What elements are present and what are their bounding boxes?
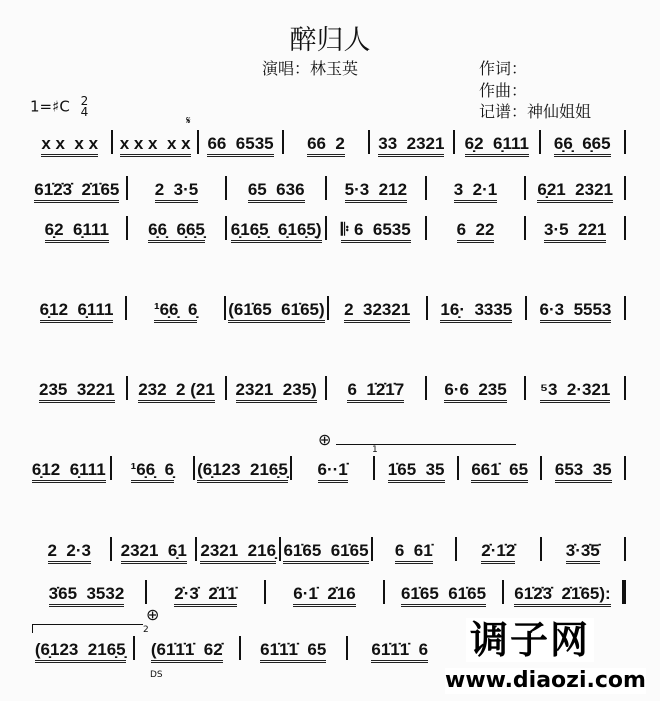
bar-line: [225, 376, 227, 400]
measure-notes: (6̣123 216̣5̣: [35, 640, 126, 663]
bar-line: [197, 130, 199, 154]
measure: [30, 380, 124, 400]
measure-notes: 61̇65 61̇65: [401, 584, 486, 607]
measure: [268, 584, 381, 604]
measure: [30, 220, 124, 240]
segno-icon: 𝄋: [186, 114, 191, 127]
score-line: [30, 636, 450, 660]
bar-line: [110, 537, 112, 561]
bar-line: [368, 130, 370, 154]
measure-notes: 2321 6̣1: [121, 541, 187, 564]
bar-line: [110, 456, 112, 480]
measure: [375, 541, 453, 561]
measure-notes: 6̣12 6̣111: [40, 300, 114, 323]
measure: [457, 134, 536, 154]
measure: [387, 584, 500, 604]
bar-line: [279, 537, 281, 561]
measure: [30, 584, 143, 604]
measure-notes: 6··1̇: [318, 460, 348, 483]
measure: [528, 220, 622, 240]
bar-line: [145, 580, 147, 604]
bar-line: [264, 580, 266, 604]
measure-notes: 16̣· 3335: [440, 300, 512, 323]
bar-line: [373, 456, 375, 480]
measure: [544, 460, 622, 480]
measure-notes: 5·3 212: [345, 180, 407, 203]
composer-credit: 作曲：: [479, 81, 528, 100]
measure: [229, 380, 323, 400]
measure: [130, 220, 224, 240]
measure: [294, 460, 372, 480]
watermark-logo: 调子网: [466, 618, 594, 662]
measure: [228, 300, 324, 320]
measure-notes: x x x x x: [120, 134, 191, 157]
bar-line: [624, 296, 626, 320]
bar-line: [524, 376, 526, 400]
bar-line: [225, 216, 227, 240]
bar-line: [346, 636, 348, 660]
measure: [429, 180, 523, 200]
bar-line: [239, 636, 241, 660]
watermark-url: www.diaozi.com: [445, 668, 646, 693]
measure-notes: x x x x: [41, 134, 98, 157]
bar-line: [624, 376, 626, 400]
time-signature: [81, 96, 89, 118]
measure-notes: 2 32321: [344, 300, 410, 323]
bar-line: [624, 176, 626, 200]
measure-notes: 61̇65 61̇65: [283, 541, 368, 564]
measure-notes: 653 35: [555, 460, 612, 483]
measure-notes: 3·5 221: [544, 220, 606, 243]
measure-notes: ¹6̣6̣ 6̣: [131, 460, 174, 483]
measure-notes: 6 61̇: [395, 541, 433, 564]
time-bottom: 4: [80, 105, 89, 119]
singer-credit: 演唱：林玉英: [262, 59, 359, 78]
measure-notes: 6̣12 6̣111: [32, 460, 106, 483]
measure: [30, 134, 109, 154]
measure: [429, 220, 523, 240]
bar-line: [457, 456, 459, 480]
bar-line: [425, 216, 427, 240]
measure-notes: 6̣16̣5̣ 6̣16̣5̣): [231, 220, 322, 243]
bar-line: [524, 216, 526, 240]
measure-notes: 2̇·3̇ 2̇1̇1̇: [174, 584, 236, 607]
bar-line: [224, 296, 226, 320]
bar-line: [290, 456, 292, 480]
bar-line: [111, 130, 113, 154]
bar-line: [525, 296, 527, 320]
bar-line: [540, 456, 542, 480]
measure-notes: 6̣2 6̣111: [45, 220, 109, 243]
bar-line: [624, 456, 626, 480]
measure: [286, 134, 365, 154]
measure-notes: 65 636: [248, 180, 305, 203]
measure: [544, 541, 622, 561]
measure-notes: 661̇ 65: [471, 460, 528, 483]
measure: [201, 134, 280, 154]
measure: [199, 541, 277, 561]
score-line: [30, 130, 628, 154]
volta-bracket-1: [336, 444, 516, 455]
measure: [543, 134, 622, 154]
measure: [30, 541, 108, 561]
bar-line: [325, 216, 327, 240]
measure-notes: 6 22: [457, 220, 495, 243]
volta-bracket-2: [32, 624, 149, 635]
bar-line: [502, 580, 504, 604]
score-line: [30, 176, 628, 200]
bar-line: [539, 130, 541, 154]
measure-notes: 2321 216̣: [200, 541, 276, 564]
bar-line: [195, 537, 197, 561]
coda-icon: ⊕: [146, 605, 160, 624]
coda-icon: ⊕: [318, 430, 332, 449]
bar-line: [126, 376, 128, 400]
measure: [459, 541, 537, 561]
bar-line: [383, 580, 385, 604]
bar-line: [325, 176, 327, 200]
measure: [529, 300, 622, 320]
key-signature: [30, 96, 88, 118]
measure-notes: 61̇2̇3̇ 2̇1̇65: [34, 180, 119, 203]
measure: [377, 460, 455, 480]
measure-notes: 1̇65 35: [388, 460, 445, 483]
bar-line: [327, 296, 329, 320]
measure-notes: 61̇1̇1̇ 65: [260, 640, 326, 663]
bar-line: [624, 130, 626, 154]
song-title: 醉归人: [289, 25, 371, 56]
lyricist-credit: 作词：: [479, 59, 528, 78]
bar-line: [624, 537, 626, 561]
measure-notes: 33 2321: [378, 134, 444, 157]
bar-line: [125, 296, 127, 320]
bar-line: [540, 537, 542, 561]
measure: [30, 640, 131, 660]
measure: [329, 380, 423, 400]
measure: [429, 380, 523, 400]
measure-notes: 6 1̇2̇1̇7: [347, 380, 404, 403]
bar-line: [133, 636, 135, 660]
measure-notes: 3̇·3̇5̇: [566, 541, 600, 564]
measure-notes: 2 2·3: [48, 541, 91, 564]
measure-notes: ¹6̣6̣ 6̣: [154, 300, 197, 323]
measure: [197, 460, 288, 480]
bar-line: [225, 176, 227, 200]
measure: [30, 300, 123, 320]
dal-segno-mark: DS: [150, 670, 163, 680]
score-line: [30, 456, 628, 480]
measure: [115, 134, 194, 154]
bar-line: [425, 176, 427, 200]
measure-notes: (61̇65 61̇65): [228, 300, 324, 323]
measure-notes: 2 3·5: [155, 180, 198, 203]
bar-line: [426, 296, 428, 320]
measure-notes: 66 6535: [207, 134, 273, 157]
bar-line: [126, 216, 128, 240]
measure: [130, 180, 224, 200]
measure-notes: 6·3 5553: [540, 300, 612, 323]
measure-notes: 6·1̇ 2̇16: [293, 584, 355, 607]
time-top: 2: [80, 94, 89, 108]
measure-notes: ⁵3 2·321: [540, 380, 610, 403]
transcriber-credit: 记谱：神仙姐姐: [479, 102, 592, 121]
bar-line: [282, 130, 284, 154]
bar-line: [524, 176, 526, 200]
measure: [129, 300, 222, 320]
measure: [30, 180, 124, 200]
bar-line: [126, 176, 128, 200]
measure-notes: 235 3221: [39, 380, 115, 403]
bar-line: [455, 537, 457, 561]
measure-notes: 𝄆 6 6535: [341, 220, 411, 243]
measure-notes: 6̣2 6̣111: [465, 134, 529, 157]
measure-notes: 61̇1̇1̇ 6: [371, 640, 428, 663]
measure-notes: 66 2: [307, 134, 345, 157]
bar-line: [622, 580, 626, 604]
volta-number: 2: [143, 625, 149, 635]
measure: [350, 640, 451, 660]
measure: [461, 460, 539, 480]
bar-line: [425, 376, 427, 400]
bar-line: [624, 216, 626, 240]
bar-line: [371, 537, 373, 561]
measure: [229, 220, 323, 240]
measure-notes: 3 2·1: [454, 180, 497, 203]
measure: [114, 460, 192, 480]
measure: [331, 300, 424, 320]
measure: [114, 541, 192, 561]
score-line: [30, 537, 628, 561]
bar-line: [325, 376, 327, 400]
score-line: [30, 216, 628, 240]
measure: [130, 380, 224, 400]
measure: [372, 134, 451, 154]
measure-notes: 232 2 (21: [138, 380, 215, 403]
measure-notes: 6̣21 2321: [537, 180, 613, 203]
measure: [229, 180, 323, 200]
measure-notes: 6̣6̣ 6̣6̣5̣: [148, 220, 205, 243]
measure: [528, 380, 622, 400]
measure: [149, 584, 262, 604]
measure-notes: 6̣6̣ 6̣65: [554, 134, 611, 157]
measure: [30, 460, 108, 480]
measure-notes: 2321 235): [236, 380, 317, 403]
measure: [506, 584, 619, 604]
key-label: 1=♯C: [30, 97, 70, 116]
measure-notes: 3̇65 3532: [49, 584, 125, 607]
measure: [528, 180, 622, 200]
score-line: [30, 296, 628, 320]
measure: [137, 640, 238, 660]
score-line: [30, 376, 628, 400]
measure: [430, 300, 523, 320]
bar-line: [193, 456, 195, 480]
measure: [329, 220, 423, 240]
measure-notes: 61̇2̇3̇ 2̇1̇65):: [514, 584, 610, 607]
measure-notes: (6̣123 216̣5̣: [197, 460, 288, 483]
measure-notes: (61̇1̇1̇ 62̇: [151, 640, 223, 663]
measure: [243, 640, 344, 660]
bar-line: [453, 130, 455, 154]
measure: [283, 541, 368, 561]
volta-number: 1: [372, 445, 378, 455]
measure-notes: 2̇·1̇2̇: [481, 541, 515, 564]
measure-notes: 6·6 235: [444, 380, 506, 403]
score-line: [30, 580, 628, 604]
measure: [329, 180, 423, 200]
